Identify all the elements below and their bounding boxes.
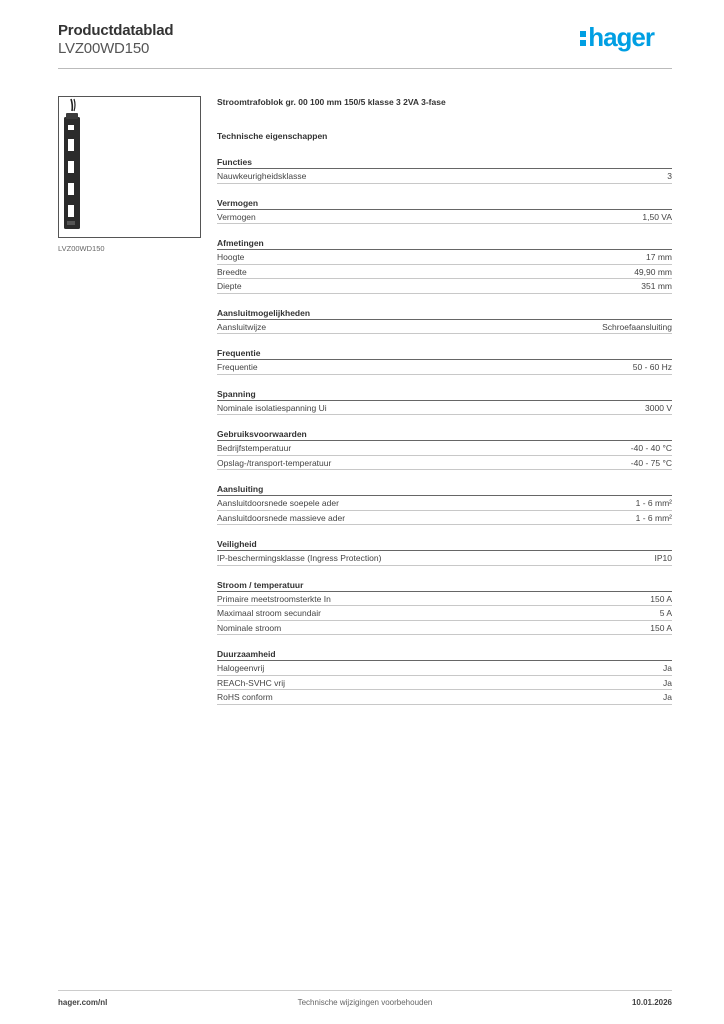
spec-value: Ja [663, 663, 672, 673]
section-title: Frequentie [217, 348, 261, 358]
spec-value: -40 - 75 °C [630, 457, 672, 468]
spec-row [217, 169, 672, 184]
spec-value: 150 A [650, 622, 672, 633]
spec-value: 49,90 mm [634, 266, 672, 277]
spec-value: 1 - 6 mm² [635, 512, 672, 523]
logo-dots-icon [580, 28, 586, 48]
image-caption: LVZ00WD150 [58, 244, 105, 253]
spec-label: Nominale stroom [217, 622, 282, 633]
spec-value: 1,50 VA [642, 211, 672, 222]
current-transformer-block-icon [59, 97, 200, 237]
spec-row [217, 511, 672, 526]
spec-row [217, 265, 672, 280]
section-functies [217, 156, 672, 184]
spec-label: Aansluitdoorsnede soepele ader [217, 498, 339, 508]
page-header [58, 22, 672, 68]
spec-row [217, 621, 672, 636]
spec-label: Primaire meetstroomsterkte In [217, 593, 331, 604]
product-description: Stroomtrafoblok gr. 00 100 mm 150/5 klasse 3 2VA 3-fase [217, 97, 446, 107]
spec-row [217, 279, 672, 294]
product-code: LVZ00WD150 [58, 40, 150, 57]
hager-logo [580, 22, 654, 52]
section-duurzaamheid [217, 648, 672, 705]
section-stroom-temperatuur [217, 579, 672, 636]
spec-row [217, 441, 672, 456]
spec-value: IP10 [654, 553, 672, 563]
spec-value: Ja [663, 692, 672, 702]
section-title: Afmetingen [217, 238, 264, 248]
spec-label: Bedrijfstemperatuur [217, 443, 292, 453]
section-title: Aansluitmogelijkheden [217, 307, 311, 318]
spec-row [217, 320, 672, 335]
spec-label: Vermogen [217, 211, 256, 222]
section-gebruiksvoorwaarden [217, 428, 672, 470]
spec-value: 150 A [650, 593, 672, 604]
spec-value: -40 - 40 °C [630, 443, 672, 453]
spec-row [217, 210, 672, 225]
spec-value: 1 - 6 mm² [635, 498, 672, 508]
spec-value: 351 mm [641, 281, 672, 291]
spec-row [217, 250, 672, 265]
page-footer [58, 998, 672, 1010]
spec-label: Aansluitwijze [217, 321, 267, 332]
spec-row [217, 401, 672, 416]
spec-label: Opslag-/transport-temperatuur [217, 457, 332, 468]
section-frequentie [217, 347, 672, 375]
spec-row [217, 360, 672, 375]
section-title: Veiligheid [217, 539, 257, 549]
spec-row [217, 496, 672, 511]
spec-label: Nominale isolatiespanning Ui [217, 402, 327, 413]
spec-value: Ja [663, 677, 672, 688]
spec-row [217, 676, 672, 691]
spec-row [217, 551, 672, 566]
spec-row [217, 456, 672, 471]
logo-text: hager [588, 22, 654, 52]
footer-disclaimer: Technische wijzigingen voorbehouden [297, 998, 433, 1007]
footer-website-link[interactable]: hager.com/nl [58, 998, 108, 1007]
spec-label: Hoogte [217, 252, 245, 262]
section-title: Stroom / temperatuur [217, 579, 304, 590]
product-image [58, 96, 201, 238]
section-title: Vermogen [217, 197, 259, 208]
spec-label: Nauwkeurigheidsklasse [217, 171, 307, 181]
spec-label: Halogeenvrij [217, 663, 265, 673]
footer-divider [58, 990, 672, 991]
section-vermogen [217, 197, 672, 225]
spec-label: Aansluitdoorsnede massieve ader [217, 512, 346, 523]
page-title: Productdatablad [58, 22, 174, 39]
spec-label: IP-beschermingsklasse (Ingress Protection) [217, 553, 382, 563]
spec-label: REACh-SVHC vrij [217, 677, 286, 688]
section-title: Functies [217, 157, 252, 167]
tech-properties-title: Technische eigenschappen [217, 131, 328, 141]
spec-label: Maximaal stroom secundair [217, 608, 321, 618]
spec-value: Schroefaansluiting [602, 321, 672, 332]
spec-value: 5 A [659, 608, 672, 618]
section-aansluiting [217, 483, 672, 525]
footer-date: 10.01.2026 [631, 998, 672, 1007]
spec-value: 3000 V [645, 402, 672, 413]
spec-label: RoHS conform [217, 692, 273, 702]
section-veiligheid [217, 538, 672, 566]
section-title: Aansluiting [217, 484, 264, 494]
spec-label: Breedte [217, 266, 247, 277]
header-divider [58, 68, 672, 69]
spec-value: 17 mm [646, 252, 672, 262]
spec-content [217, 96, 672, 705]
spec-value: 50 - 60 Hz [632, 362, 672, 372]
spec-row [217, 690, 672, 705]
spec-row [217, 661, 672, 676]
section-aansluitmogelijkheden [217, 307, 672, 335]
section-title: Spanning [217, 388, 256, 399]
section-title: Gebruiksvoorwaarden [217, 429, 307, 439]
section-spanning [217, 388, 672, 416]
spec-row [217, 606, 672, 621]
spec-row [217, 592, 672, 607]
spec-label: Frequentie [217, 362, 258, 372]
section-afmetingen [217, 237, 672, 294]
section-title: Duurzaamheid [217, 649, 276, 659]
spec-label: Diepte [217, 281, 242, 291]
spec-value: 3 [667, 171, 672, 181]
